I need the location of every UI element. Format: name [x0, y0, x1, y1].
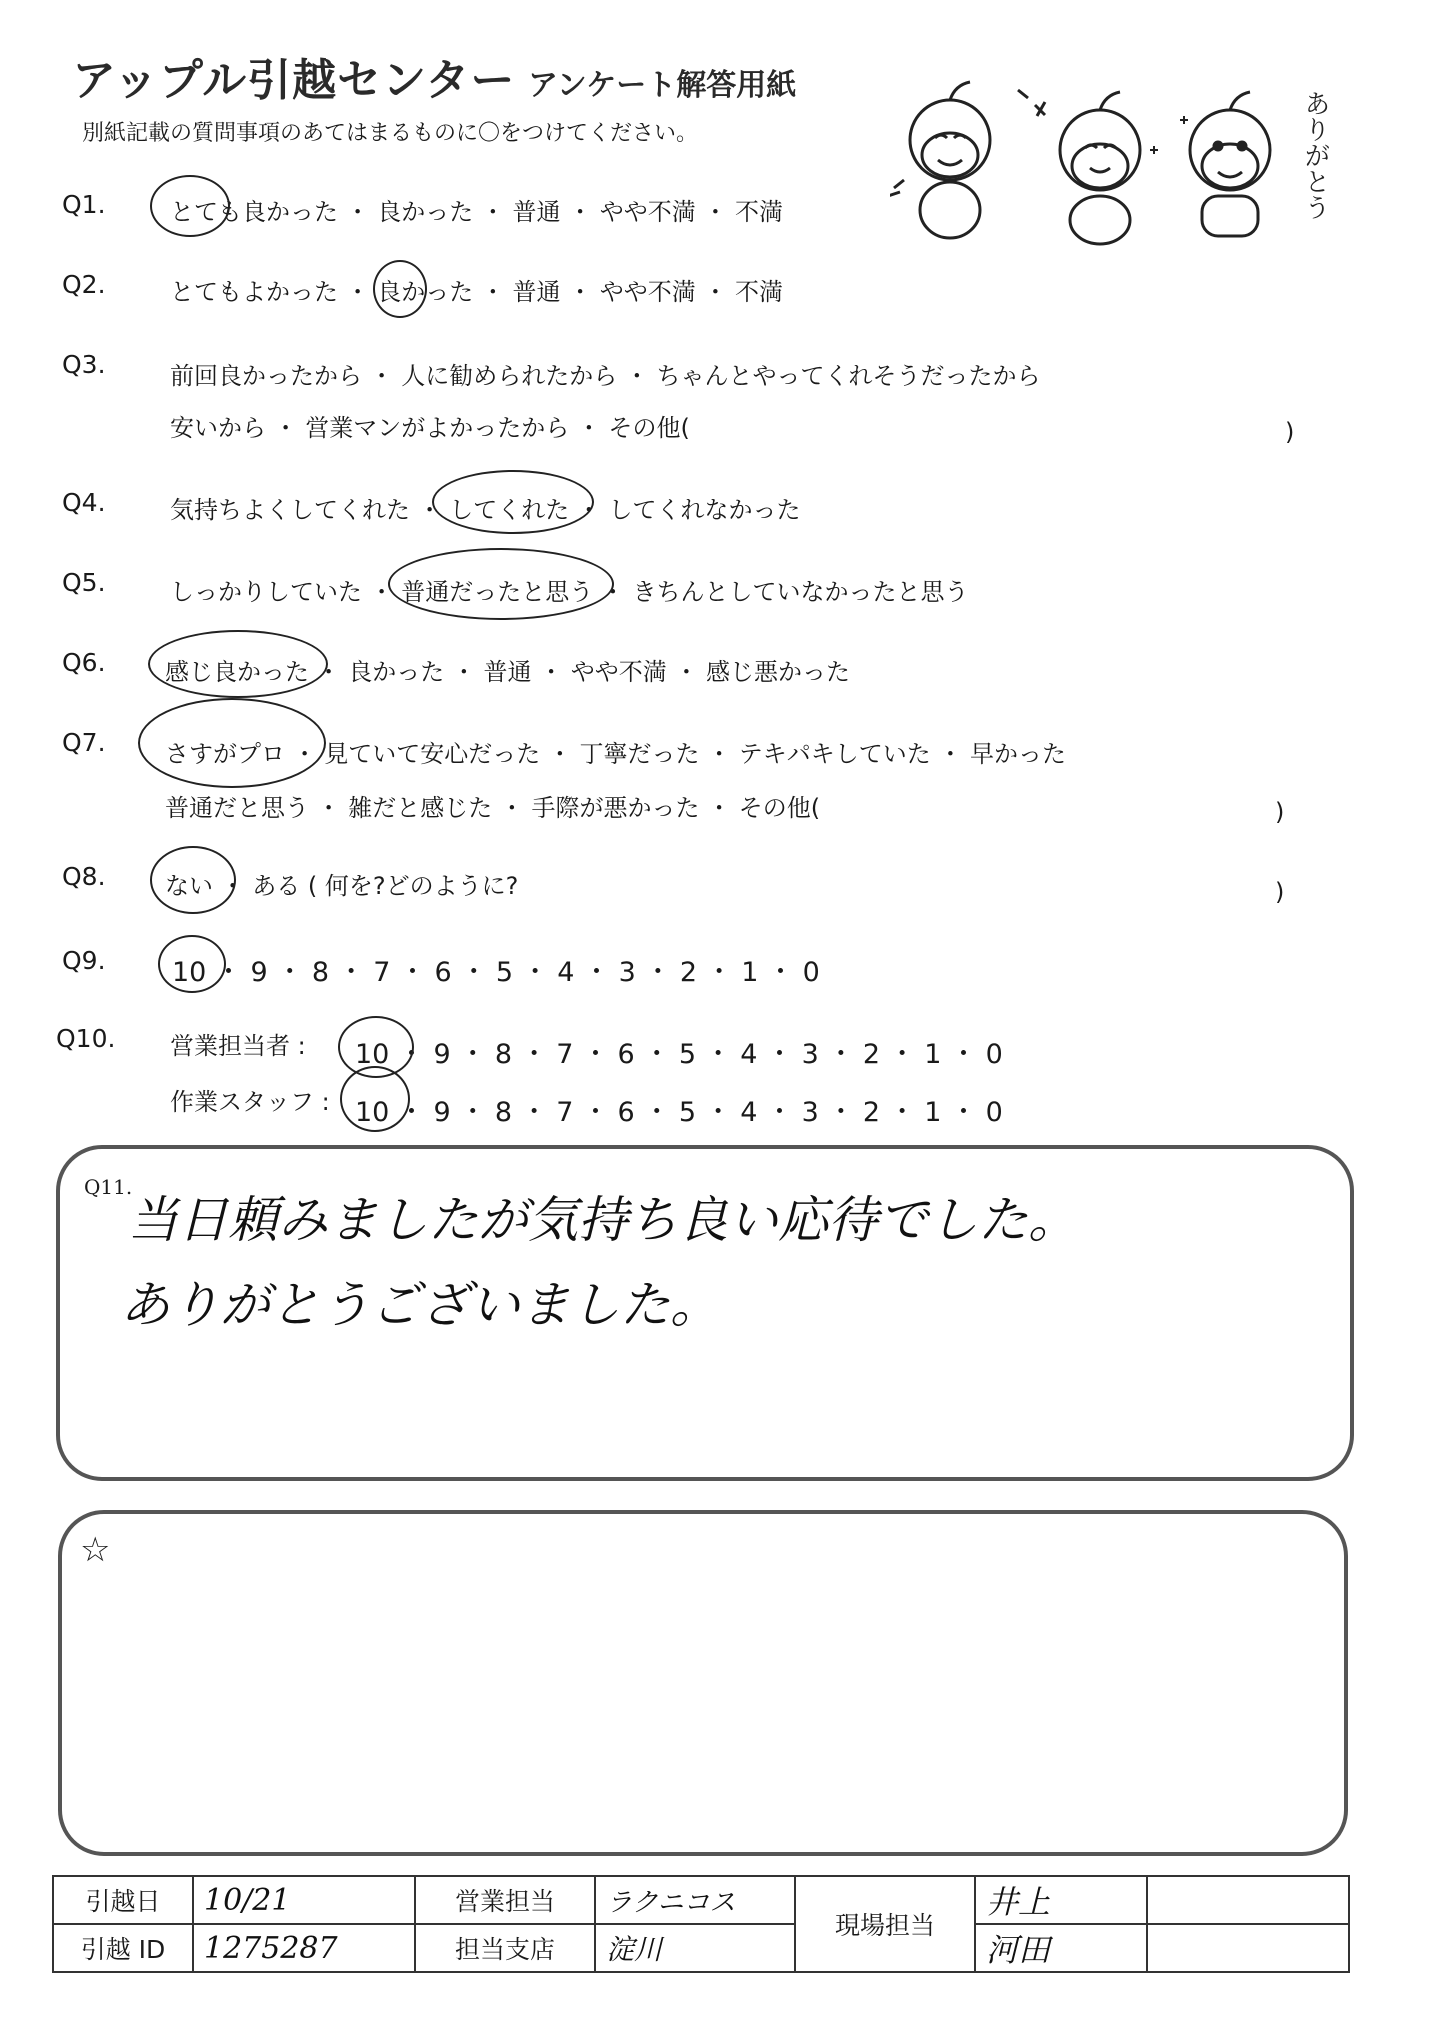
form-subtitle: アンケート解答用紙 — [528, 68, 797, 103]
q10-staff-label: 作業スタッフ : — [170, 1088, 330, 1116]
q10-sales-scale[interactable]: 10 ・ 9 ・ 8 ・ 7 ・ 6 ・ 5 ・ 4 ・ 3 ・ 2 ・ 1 ・ 0 — [355, 1039, 1003, 1070]
q3-close-paren: ) — [1285, 418, 1295, 446]
q8-label: Q8. — [62, 862, 106, 891]
move-date-value: 10/21 — [193, 1876, 415, 1924]
q2-selection-circle — [373, 260, 427, 318]
site-rep-empty-2 — [1147, 1924, 1349, 1972]
q3-options-line1[interactable]: 前回良かったから ・ 人に勧められたから ・ ちゃんとやってくれそうだったから — [170, 362, 1041, 390]
q7-options-line1[interactable]: さすがプロ ・ 見ていて安心だった ・ 丁寧だった ・ テキパキしていた ・ 早かった — [165, 740, 1067, 768]
q3-options-line2[interactable]: 安いから ・ 営業マンがよかったから ・ その他( — [170, 414, 690, 442]
q5-selection-circle — [388, 548, 614, 620]
q4-selection-circle — [432, 470, 594, 534]
branch-value: 淀川 — [595, 1924, 795, 1972]
q11-handwritten-line1: 当日頼みましたが気持ち良い応待でした。 — [128, 1191, 1078, 1249]
q9-label: Q9. — [62, 946, 106, 975]
move-info-table — [52, 1875, 1350, 1973]
q5-label: Q5. — [62, 568, 106, 597]
sales-rep-value: ラクニコス — [595, 1876, 795, 1924]
site-rep-label: 現場担当 — [795, 1876, 975, 1972]
move-date-label: 引越日 — [53, 1876, 193, 1924]
star-icon: ☆ — [80, 1530, 111, 1570]
q10-staff-selection-circle — [340, 1066, 410, 1132]
star-comment-box[interactable] — [58, 1510, 1348, 1856]
q9-selection-circle — [158, 935, 226, 993]
q7-label: Q7. — [62, 728, 106, 757]
instruction-text: 別紙記載の質問事項のあてはまるものに〇をつけてください。 — [82, 121, 699, 146]
q2-label: Q2. — [62, 270, 106, 299]
site-rep-empty-1 — [1147, 1876, 1349, 1924]
monkey-mascot-illustration — [890, 60, 1350, 250]
q7-close-paren: ) — [1275, 798, 1285, 826]
q9-scale[interactable]: 10 ・ 9 ・ 8 ・ 7 ・ 6 ・ 5 ・ 4 ・ 3 ・ 2 ・ 1 ・ 0 — [172, 957, 820, 988]
site-rep-value-1: 井上 — [975, 1876, 1147, 1924]
q7-selection-circle — [138, 698, 326, 788]
q5-options[interactable]: しっかりしていた ・ 普通だったと思う ・ きちんとしていなかったと思う — [170, 578, 969, 606]
q10-staff-scale[interactable]: 10 ・ 9 ・ 8 ・ 7 ・ 6 ・ 5 ・ 4 ・ 3 ・ 2 ・ 1 ・ 0 — [355, 1097, 1003, 1128]
q6-options[interactable]: 感じ良かった ・ 良かった ・ 普通 ・ やや不満 ・ 感じ悪かった — [165, 658, 851, 686]
q1-options[interactable]: とても良かった ・ 良かった ・ 普通 ・ やや不満 ・ 不満 — [170, 198, 784, 226]
q6-label: Q6. — [62, 648, 106, 677]
q6-selection-circle — [148, 630, 328, 698]
q4-options[interactable]: 気持ちよくしてくれた ・ してくれた ・ してくれなかった — [170, 496, 801, 524]
q7-options-line2[interactable]: 普通だと思う ・ 雑だと感じた ・ 手際が悪かった ・ その他( — [165, 794, 821, 822]
q1-label: Q1. — [62, 190, 106, 219]
q4-label: Q4. — [62, 488, 106, 517]
move-id-value: 1275287 — [193, 1924, 415, 1972]
branch-label: 担当支店 — [415, 1924, 595, 1972]
move-id-label: 引越 ID — [53, 1924, 193, 1972]
q11-handwritten-line2: ありがとうございました。 — [120, 1276, 720, 1334]
q8-options[interactable]: ない ・ ある ( 何を?どのように? — [165, 872, 519, 900]
sales-rep-label: 営業担当 — [415, 1876, 595, 1924]
mascot-thanks-text: ありがとう — [1300, 90, 1330, 220]
q2-options[interactable]: とてもよかった ・ 良かった ・ 普通 ・ やや不満 ・ 不満 — [170, 278, 784, 306]
q3-label: Q3. — [62, 350, 106, 379]
q10-sales-label: 営業担当者 : — [170, 1032, 306, 1060]
q8-selection-circle — [150, 846, 236, 914]
q1-selection-circle — [150, 175, 230, 237]
form-title: アップル引越センター — [72, 55, 516, 106]
q8-close-paren: ) — [1275, 878, 1285, 906]
q11-label: Q11. — [84, 1175, 133, 1199]
q10-label: Q10. — [56, 1024, 116, 1053]
site-rep-value-2: 河田 — [975, 1924, 1147, 1972]
